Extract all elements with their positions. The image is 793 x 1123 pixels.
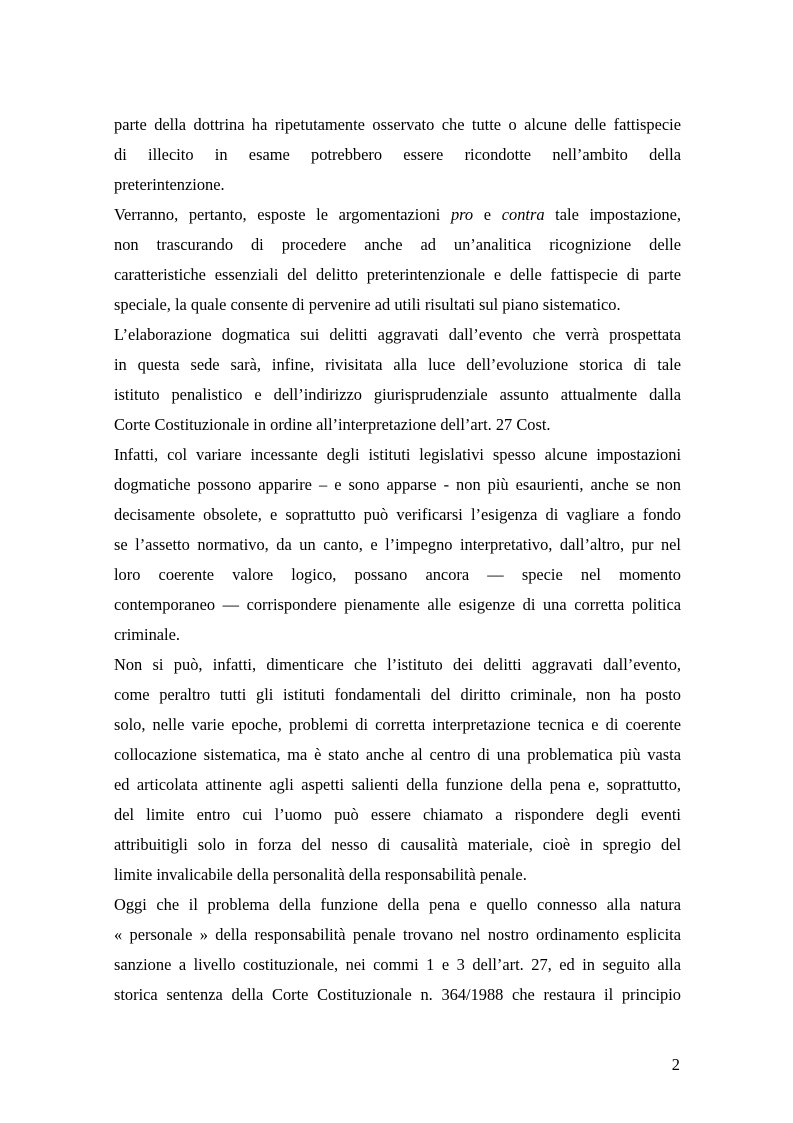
text-segment: e [473,205,502,224]
text-line: collocazione sistematica, ma è stato anche al centro di una problematica più vasta [114,745,681,764]
text-line: di illecito in esame potrebbero essere ricondotte nell’ambito della [114,145,681,164]
text-line: storica sentenza della Corte Costituzionale n. 364/1988 che restaura il principio [114,985,681,1004]
italic-term-pro: pro [450,205,474,224]
text-line: attribuitigli solo in forza del nesso di causalità materiale, cioè in spregio del [114,835,681,854]
text-line: speciale, la quale consente di pervenire ad utili risultati sul piano sistematico. [114,295,621,314]
text-line: del limite entro cui l’uomo può essere chiamato a rispondere degli eventi [114,805,681,824]
text-line: come peraltro tutti gli istituti fondamentali del diritto criminale, non ha posto [114,685,681,704]
text-segment: Verranno, pertanto, esposte le argomentazioni [114,205,451,224]
text-line: Oggi che il problema della funzione della pena e quello connesso alla natura [114,895,681,914]
text-line: ed articolata attinente agli aspetti salienti della funzione della pena e, soprattutto, [114,775,681,794]
text-line [114,200,681,230]
text-line: istituto penalistico e dell’indirizzo giurisprudenziale assunto attualmente dalla [114,385,681,404]
text-line: L’elaborazione dogmatica sui delitti aggravati dall’evento che verrà prospettata [114,325,681,344]
text-line: loro coerente valore logico, possano ancora — specie nel momento [114,565,681,584]
text-line: dogmatiche possono apparire – e sono apparse - non più esaurienti, anche se non [114,475,681,494]
text-line: solo, nelle varie epoche, problemi di corretta interpretazione tecnica e di coerente [114,715,681,734]
text-line: Non si può, infatti, dimenticare che l’istituto dei delitti aggravati dall’evento, [114,655,681,674]
text-line: sanzione a livello costituzionale, nei commi 1 e 3 dell’art. 27, ed in seguito alla [114,955,681,974]
text-line: contemporaneo — corrispondere pienamente alle esigenze di una corretta politica [114,595,681,614]
text-line: non trascurando di procedere anche ad un’analitica ricognizione delle [114,235,681,254]
text-line: se l’assetto normativo, da un canto, e l’impegno interpretativo, dall’altro, pur nel [114,535,681,554]
page-number: 2 [671,1055,680,1074]
text-line: Infatti, col variare incessante degli istituti legislativi spesso alcune impostazioni [114,445,681,464]
text-line: decisamente obsolete, e soprattutto può verificarsi l’esigenza di vagliare a fondo [114,505,681,524]
text-line: Corte Costituzionale in ordine all’interpretazione dell’art. 27 Cost. [114,415,551,434]
text-line: parte della dottrina ha ripetutamente osservato che tutte o alcune delle fattispecie [114,115,681,134]
text-segment: tale impostazione, [544,205,681,224]
text-line: limite invalicabile della personalità della responsabilità penale. [114,865,527,884]
italic-term-contra: contra [501,205,545,224]
text-line: « personale » della responsabilità penale trovano nel nostro ordinamento esplicita [114,925,681,944]
text-line: in questa sede sarà, infine, rivisitata alla luce dell’evoluzione storica di tale [114,355,681,374]
text-line: criminale. [114,625,180,644]
text-line: caratteristiche essenziali del delitto preterintenzionale e delle fattispecie di parte [114,265,681,284]
text-line: preterintenzione. [114,175,225,194]
